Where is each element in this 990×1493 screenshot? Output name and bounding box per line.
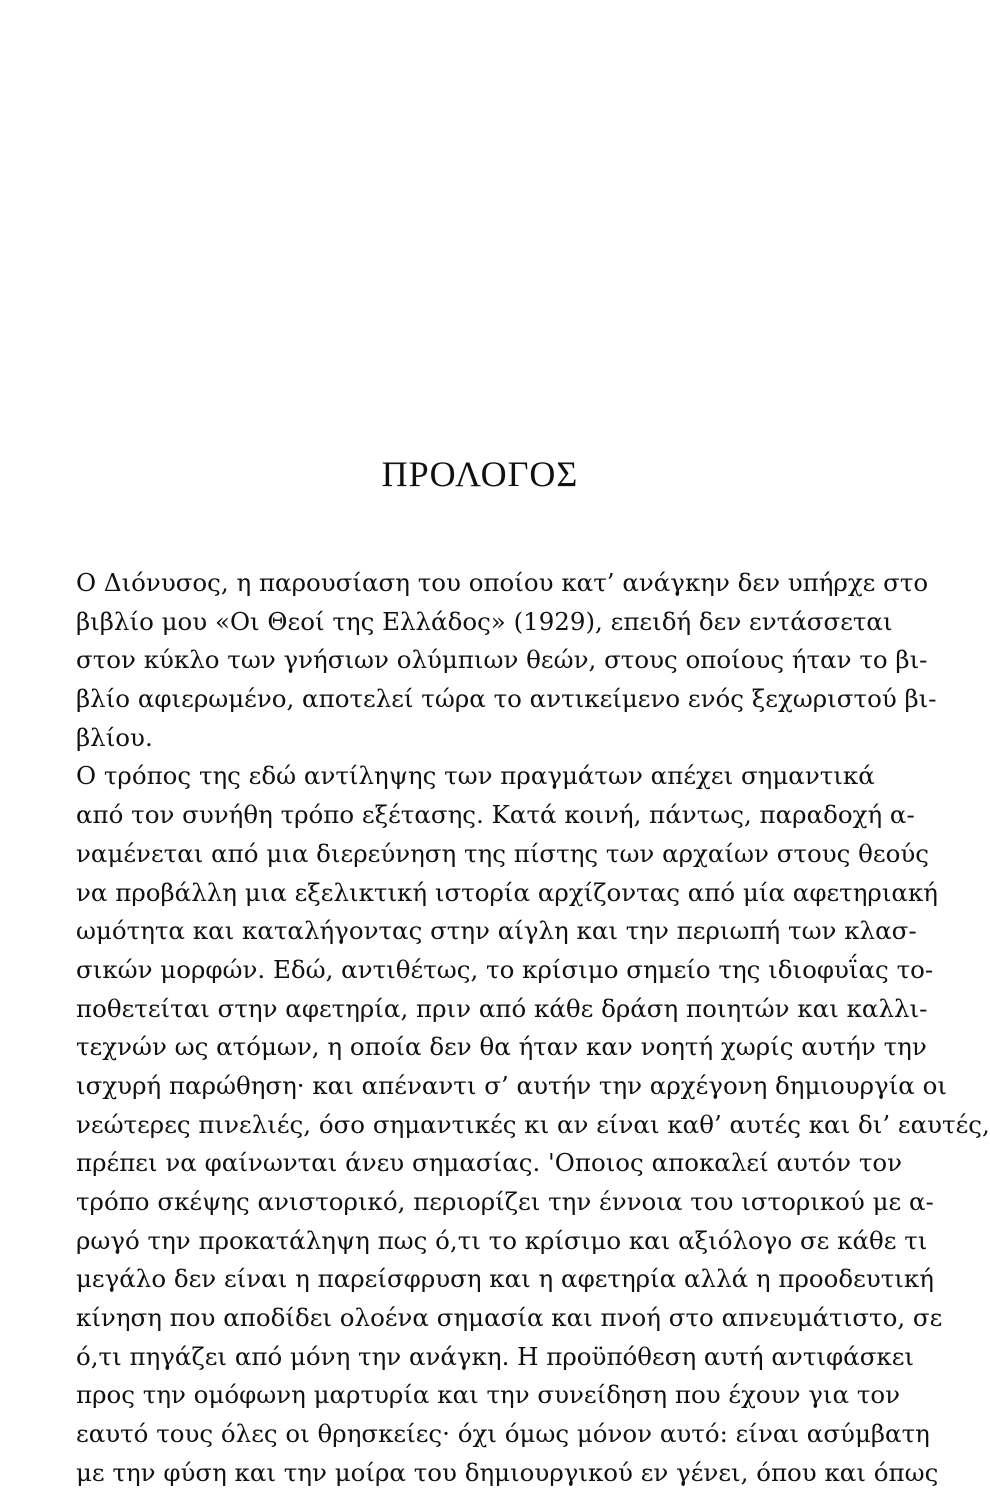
text-line: στον κύκλο των γνήσιων ολύμπιων θεών, στους οποίους ήταν το βι- xyxy=(76,645,928,675)
text-line: τρόπο σκέψης ανιστορικό, περιορίζει την έννοια του ιστορικού με α- xyxy=(76,1187,934,1216)
text-line: σικών μορφών. Εδώ, αντιθέτως, το κρίσιμο σημείο της ιδιοφυΐας το- xyxy=(76,954,934,984)
text-line: βιβλίο μου «Οι Θεοί της Ελλάδος» (1929), επειδή δεν εντάσσεται xyxy=(76,606,893,636)
text-line: Ο Διόνυσος, η παρουσίαση του οποίου κατ’ ανάγκην δεν υπήρχε στο xyxy=(76,568,929,597)
text-line: ό,τι πηγάζει από μόνη την ανάγκη. Η προϋπόθεση αυτή αντιφάσκει xyxy=(76,1341,915,1371)
text-line: Ο τρόπος της εδώ αντίληψης των πραγμάτων απέχει σημαντικά xyxy=(76,761,875,791)
text-line: νεώτερες πινελιές, όσο σημαντικές κι αν είναι καθ’ αυτές και δι’ εαυτές, xyxy=(76,1109,990,1139)
text-line: ναμένεται από μια διερεύνηση της πίστης των αρχαίων στους θεούς xyxy=(76,838,929,868)
text-line: πρέπει να φαίνωνται άνευ σημασίας. 'Οποιος αποκαλεί αυτόν τον xyxy=(76,1148,903,1178)
text-line: ισχυρή παρώθηση· και απέναντι σ’ αυτήν την αρχέγονη δημιουργία οι xyxy=(76,1070,947,1100)
preface-body xyxy=(76,564,990,1493)
text-line: με την φύση και την μοίρα του δημιουργικού εν γένει, όπου και όπως xyxy=(76,1457,939,1487)
text-line: βλίου. xyxy=(76,722,153,752)
text-line: προς την ομόφωνη μαρτυρία και την συνείδηση που έχουν για τον xyxy=(76,1380,901,1410)
text-line: να προβάλλη μια εξελικτική ιστορία αρχίζοντας από μία αφετηριακή xyxy=(76,877,938,907)
text-line: ποθετείται στην αφετηρία, πριν από κάθε δράση ποιητών και καλλι- xyxy=(76,993,928,1023)
text-line: μεγάλο δεν είναι η παρείσφρυση και η αφετηρία αλλά η προοδευτική xyxy=(76,1264,934,1294)
text-line: κίνηση που αποδίδει ολοένα σημασία και πνοή στο απνευμάτιστο, σε xyxy=(76,1303,943,1333)
text-line: βλίο αφιερωμένο, αποτελεί τώρα το αντικείμενο ενός ξεχωριστού βι- xyxy=(76,684,937,714)
text-line: από τον συνήθη τρόπο εξέτασης. Κατά κοινή, πάντως, παραδοχή α- xyxy=(76,800,915,830)
text-line: ωμότητα και καταλήγοντας στην αίγλη και την περιωπή των κλασ- xyxy=(76,916,917,946)
text-line: ρωγό την προκατάληψη πως ό,τι το κρίσιμο και αξιόλογο σε κάθε τι xyxy=(76,1225,928,1255)
text-line: εαυτό τους όλες οι θρησκείες· όχι όμως μόνον αυτό: είναι ασύμβατη xyxy=(76,1419,930,1449)
text-line: τεχνών ως ατόμων, η οποία δεν θα ήταν καν νοητή χωρίς αυτήν την xyxy=(76,1032,927,1062)
chapter-title: ΠΡΟΛΟΓΟΣ xyxy=(381,454,579,494)
